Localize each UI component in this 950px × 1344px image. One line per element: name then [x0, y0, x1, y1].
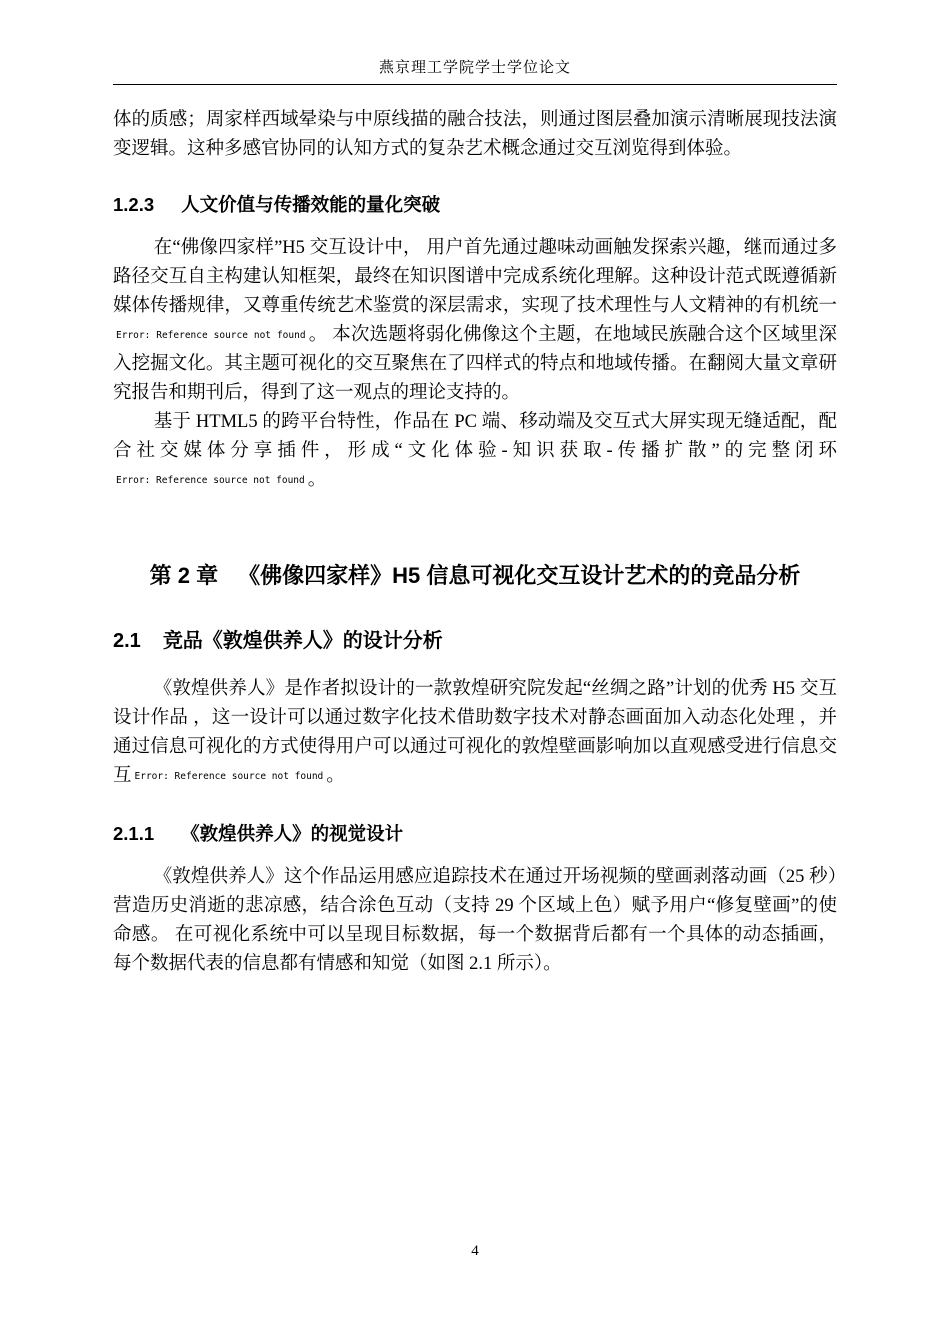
heading-number: 1.2.3	[113, 194, 155, 215]
chapter-number: 第 2 章	[149, 563, 219, 588]
heading-number: 2.1	[113, 630, 141, 652]
header-title: 燕京理工学院学士学位论文	[378, 60, 571, 76]
error-reference-field: Error: Reference source not found	[116, 330, 306, 341]
paragraph-text: 。	[326, 766, 345, 786]
heading-1-2-3	[113, 191, 837, 217]
chapter-2-heading	[113, 559, 837, 590]
paragraph-design-paradigm	[113, 234, 837, 408]
heading-title: 竞品《敦煌供养人》的设计分析	[162, 630, 443, 652]
paragraph-text: 。	[307, 470, 327, 490]
heading-2-1-1	[113, 820, 837, 846]
page-header	[113, 56, 837, 85]
heading-title: 人文价值与传播效能的量化突破	[181, 194, 441, 215]
paragraph-html5-platform	[113, 408, 837, 495]
paragraph-continuation: 体的质感；周家样西域晕染与中原线描的融合技法，则通过图层叠加演示清晰展现技法演变逻辑。这种多感官协同的认知方式的复杂艺术概念通过交互浏览得到体验。	[113, 110, 837, 159]
paragraph-visual-design: 《敦煌供养人》这个作品运用感应追踪技术在通过开场视频的壁画剥落动画（25 秒）营造历史消逝的悲凉感，结合涂色互动（支持 29 个区域上色）赋予用户“修复壁画”的使命感。 在可视化系统中可以呈现目标数据，每一个数据背后都有一个具体的动态插画，每个数据代表的信息都有情感和知觉（如图 2.1 所示）。	[113, 867, 837, 974]
paragraph-text: 《敦煌供养人》是作者拟设计的一款敦煌研究院发起“丝绸之路”计划的优秀 H5 交互设计作品 ，这一设计可以通过数字化技术借助数字技术对静态画面加入动态化处理 ，并通过信息可视化的方式使得用户可以通过可视化的敦煌壁画影响加以直观感受进行信息交互	[113, 679, 837, 786]
paragraph-text: 。 本次选题将弱化佛像这个主题，在地域民族融合这个区域里深入挖掘文化。其主题可视化的交互聚焦在了四样式的特点和地域传播。在翻阅大量文章研究报告和期刊后，得到了这一观点的理论支持的。	[113, 325, 837, 403]
paragraph-dunhuang-intro	[113, 675, 837, 791]
page-number: 4	[471, 1243, 479, 1259]
chapter-title: 《佛像四家样》H5 信息可视化交互设计艺术的的竞品分析	[238, 563, 801, 588]
heading-title: 《敦煌供养人》的视觉设计	[181, 823, 404, 844]
paragraph-text: 基于 HTML5 的跨平台特性，作品在 PC 端、移动端及交互式大屏实现无缝适配，配合社交媒体分享插件，形成“文化体验-知识获取-传播扩散”的完整闭环	[113, 412, 837, 461]
paragraph-text: 在“佛像四家样”H5 交互设计中， 用户首先通过趣味动画触发探索兴趣，继而通过多路径交互自主构建认知框架，最终在知识图谱中完成系统化理解。这种设计范式既遵循新媒体传播规律，又尊重传统艺术鉴赏的深层需求，实现了技术理性与人文精神的有机统一	[113, 238, 837, 316]
heading-2-1	[113, 624, 837, 653]
error-reference-field: Error: Reference source not found	[116, 475, 305, 486]
error-reference-field: Error: Reference source not found	[134, 771, 324, 782]
heading-number: 2.1.1	[113, 823, 155, 844]
